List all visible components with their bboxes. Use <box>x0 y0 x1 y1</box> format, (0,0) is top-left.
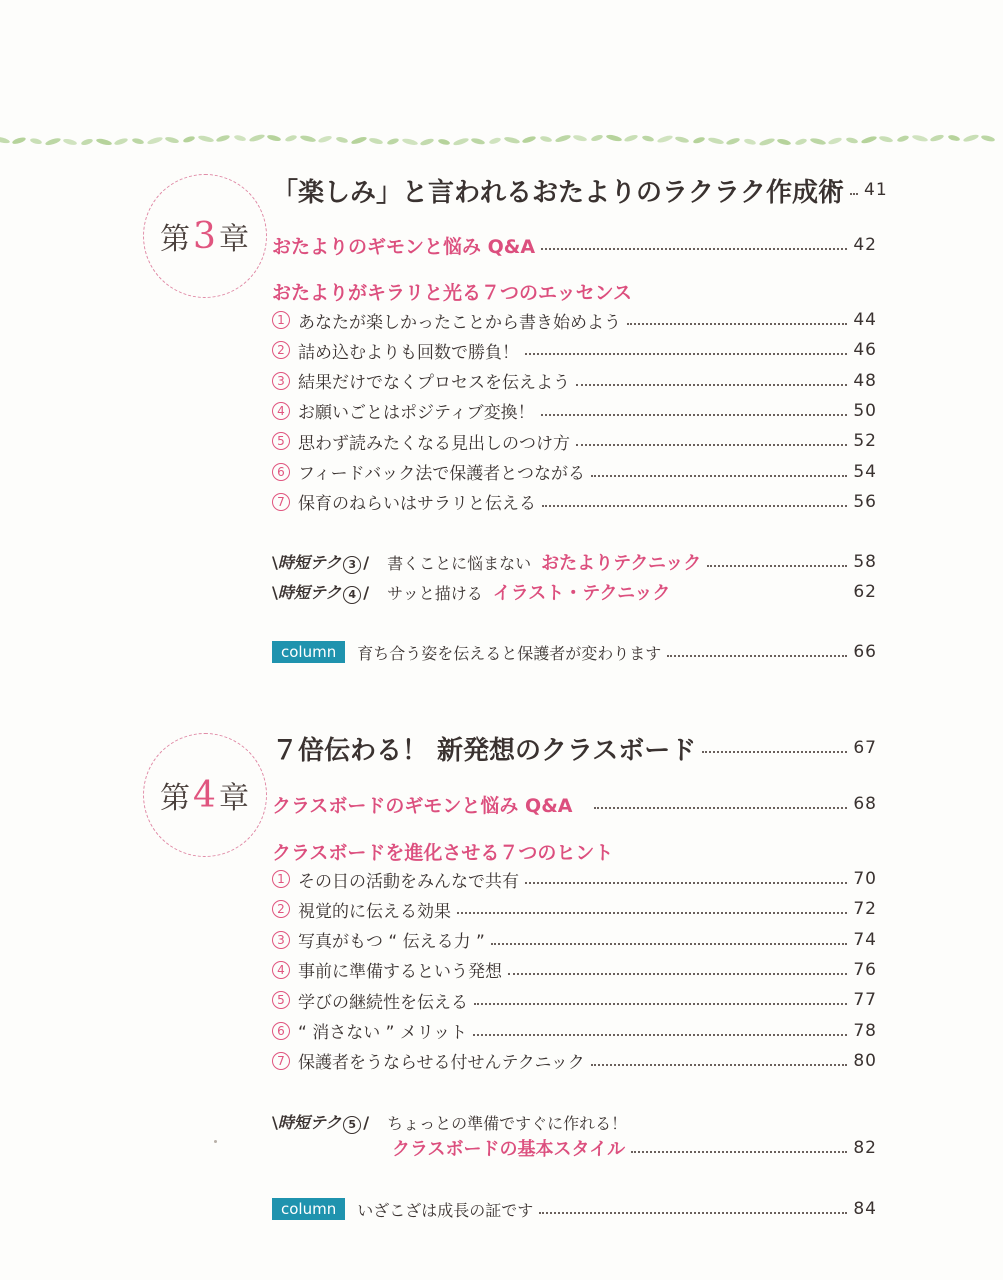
vine-leaf <box>795 138 808 146</box>
chapter-4-title-row[interactable] <box>272 730 877 766</box>
page-number: 50 <box>853 400 877 421</box>
item-number-badge: 2 <box>272 900 290 918</box>
toc-item[interactable] <box>272 955 877 985</box>
item-number-badge: 5 <box>272 991 290 1009</box>
vine-leaf <box>912 134 929 143</box>
vine-leaf <box>555 134 572 144</box>
page-number: 78 <box>853 1020 877 1041</box>
vine-leaf <box>0 136 10 145</box>
leader-dots <box>576 384 847 386</box>
column-text: 育ち合う姿を伝えると保護者が変わります <box>357 643 662 663</box>
vine-leaf <box>453 137 470 147</box>
chapter-4-technique-1-title[interactable] <box>392 1133 877 1163</box>
vine-leaf <box>45 137 62 147</box>
leader-dots <box>627 323 847 325</box>
page-number: 42 <box>853 235 877 255</box>
vine-leaf <box>96 138 113 147</box>
chapter-4-section-heading <box>272 836 877 866</box>
page-number: 82 <box>853 1138 877 1158</box>
vine-leaf <box>504 136 521 145</box>
vine-leaf <box>573 134 588 142</box>
chapter-4-badge <box>143 733 267 857</box>
page-number: 66 <box>853 642 877 662</box>
toc-item[interactable] <box>272 1016 877 1046</box>
vine-leaf <box>300 134 317 143</box>
leader-dots <box>576 444 847 446</box>
chapter-title: 「楽しみ」と言われるおたよりのラクラク作成術 <box>272 177 845 208</box>
page-number: 54 <box>853 461 877 482</box>
vine-leaf <box>114 137 129 146</box>
page-number: 68 <box>853 794 877 814</box>
vine-leaf <box>147 136 164 146</box>
toc-item[interactable] <box>272 335 877 365</box>
vine-leaf <box>216 134 231 143</box>
chapter-3-technique-2[interactable] <box>272 577 877 607</box>
page-number: 80 <box>853 1050 877 1071</box>
vine-leaf <box>369 137 384 145</box>
vine-leaf <box>165 136 180 144</box>
vine-leaf <box>318 135 333 144</box>
page-number: 46 <box>853 340 877 361</box>
page-number: 58 <box>853 552 877 572</box>
page-number: 84 <box>853 1199 877 1219</box>
vine-leaf <box>63 138 78 146</box>
vine-leaf <box>30 137 43 145</box>
leader-dots <box>850 193 858 195</box>
vine-leaf <box>387 137 400 145</box>
vine-leaf <box>336 136 349 144</box>
leader-dots <box>473 1034 847 1036</box>
page-number: 77 <box>853 990 877 1011</box>
vine-leaf <box>132 137 145 145</box>
leader-dots <box>457 912 847 914</box>
page-number: 76 <box>853 959 877 980</box>
leader-dots <box>508 973 847 975</box>
item-text: 保育のねらいはサラリと伝える <box>298 494 536 515</box>
chapter-label-suffix: 章 <box>218 222 250 257</box>
vine-leaf <box>675 136 690 144</box>
technique-text: ちょっとの準備ですぐに作れる！ <box>387 1113 628 1133</box>
leader-dots <box>491 943 848 945</box>
item-text: “ 消さない ” メリット <box>298 1023 468 1043</box>
leader-space <box>676 595 847 597</box>
column-text: いざこざは成長の証です <box>357 1200 534 1220</box>
leader-dots <box>542 505 847 507</box>
item-number-badge: 4 <box>272 402 290 420</box>
leader-dots <box>539 1212 847 1214</box>
qa-heading: クラスボードのギモンと悩み Q&A <box>272 794 573 817</box>
vine-leaf <box>351 136 368 146</box>
vine-leaf <box>828 136 843 145</box>
page-number: 56 <box>853 491 877 512</box>
item-number-badge: 7 <box>272 1052 290 1070</box>
section-heading: クラスボードを進化させる７つのヒント <box>272 841 614 864</box>
technique-title: クラスボードの基本スタイル <box>392 1139 626 1160</box>
vine-leaf <box>948 134 961 142</box>
page-number: 41 <box>864 180 888 200</box>
technique-text: 書くことに悩まない <box>387 553 532 573</box>
toc-item[interactable] <box>272 925 877 955</box>
vine-leaf <box>726 137 741 146</box>
leader-dots <box>591 475 847 477</box>
vine-leaf <box>234 134 247 142</box>
vine-leaf <box>897 134 910 142</box>
vine-leaf <box>183 135 196 143</box>
chapter-4-column-row[interactable] <box>272 1194 877 1224</box>
vine-leaf <box>657 134 674 144</box>
leader-dots <box>525 353 847 355</box>
leader-dots <box>474 1003 847 1005</box>
item-number-badge: 1 <box>272 870 290 888</box>
vine-leaf <box>963 133 980 143</box>
item-number-badge: 2 <box>272 341 290 359</box>
page-number: 48 <box>853 370 877 391</box>
chapter-number: 4 <box>193 774 217 816</box>
page-number: 52 <box>853 431 877 452</box>
page-number: 72 <box>853 899 877 920</box>
item-number-badge: 5 <box>272 432 290 450</box>
toc-item[interactable] <box>272 487 877 517</box>
item-text: その日の活動をみんなで共有 <box>298 871 519 892</box>
item-text: 保護者をうならせる付せんテクニック <box>298 1053 585 1074</box>
section-heading: おたよりがキラリと光る７つのエッセンス <box>272 281 633 304</box>
page-number: 74 <box>853 929 877 950</box>
item-text: 学びの継続性を伝える <box>298 992 468 1013</box>
leader-dots <box>667 655 847 657</box>
leader-dots <box>631 1151 847 1153</box>
leader-dots <box>594 807 847 809</box>
technique-title: イラスト・テクニック <box>492 583 671 604</box>
vine-leaf <box>777 138 792 146</box>
vine-leaf <box>810 137 827 146</box>
chapter-3-qa-row[interactable] <box>272 230 877 260</box>
vine-leaf <box>471 137 486 145</box>
toc-item[interactable] <box>272 1046 877 1076</box>
vine-leaf <box>420 137 435 146</box>
chapter-label-prefix: 第 <box>160 222 192 257</box>
vine-leaf <box>12 136 27 145</box>
leader-dots <box>541 414 848 416</box>
vine-leaf <box>759 137 776 147</box>
item-number-badge: 3 <box>272 931 290 949</box>
item-text: 視覚的に伝える効果 <box>298 901 451 922</box>
vine-decoration <box>0 120 1003 160</box>
chapter-title: ７倍伝わる！ 新発想のクラスボード <box>272 735 697 766</box>
toc-item[interactable] <box>272 305 877 335</box>
vine-leaf <box>930 134 945 143</box>
vine-leaf <box>489 137 502 145</box>
vine-leaf <box>591 134 604 142</box>
vine-leaf <box>708 137 725 146</box>
column-badge: column <box>272 1198 345 1220</box>
qa-heading: おたよりのギモンと悩み Q&A <box>272 235 536 258</box>
item-text: お願いごとはポジティブ変換！ <box>298 403 535 424</box>
page-number: 62 <box>853 582 877 602</box>
jitan-tech-label: \時短テク 4 / <box>272 583 370 603</box>
chapter-label-prefix: 第 <box>160 781 192 816</box>
leader-dots <box>702 751 847 753</box>
vine-leaf <box>267 134 282 142</box>
vine-leaf <box>438 138 451 146</box>
page-number: 70 <box>853 869 877 889</box>
chapter-3-technique-1[interactable] <box>272 547 877 577</box>
technique-title: おたよりテクニック <box>541 553 702 574</box>
item-number-badge: 4 <box>272 961 290 979</box>
item-text: 写真がもつ “ 伝える力 ” <box>298 932 485 953</box>
item-text: 事前に準備するという発想 <box>298 962 502 983</box>
vine-leaf <box>642 135 655 143</box>
vine-leaf <box>744 138 757 146</box>
toc-item[interactable] <box>272 426 877 456</box>
chapter-3-section-heading <box>272 276 877 306</box>
vine-leaf <box>981 134 996 142</box>
technique-text: サッと描ける <box>387 583 483 603</box>
toc-item[interactable] <box>272 366 877 396</box>
item-text: 思わず読みたくなる見出しのつけ方 <box>298 433 570 454</box>
leader-dots <box>591 1064 848 1066</box>
vine-leaf <box>693 136 706 144</box>
leader-dots <box>541 248 847 250</box>
toc-item[interactable] <box>272 864 877 894</box>
vine-leaf <box>846 137 859 145</box>
vine-leaf <box>540 135 553 143</box>
chapter-3-column-row[interactable] <box>272 637 877 667</box>
chapter-number: 3 <box>193 215 217 257</box>
toc-item[interactable] <box>272 985 877 1015</box>
page-number: 44 <box>853 310 877 330</box>
vine-leaf <box>522 135 537 144</box>
vine-leaf <box>861 135 878 145</box>
item-number-badge: 6 <box>272 1022 290 1040</box>
item-text: 詰め込むよりも回数で勝負！ <box>298 342 519 363</box>
speck <box>214 1140 217 1143</box>
item-number-badge: 1 <box>272 311 290 329</box>
vine-leaf <box>402 137 419 146</box>
item-text: 結果だけでなくプロセスを伝えよう <box>298 373 570 394</box>
toc-item[interactable] <box>272 457 877 487</box>
toc-item[interactable] <box>272 396 877 426</box>
vine-leaf <box>81 138 94 146</box>
vine-leaf <box>606 134 623 143</box>
leader-dots <box>525 882 847 884</box>
chapter-3-title-row[interactable] <box>272 172 888 208</box>
jitan-tech-label: \時短テク 5 / <box>272 1113 370 1133</box>
item-number-badge: 7 <box>272 493 290 511</box>
vine-leaf <box>624 134 639 143</box>
item-text: あなたが楽しかったことから書き始めよう <box>298 312 621 333</box>
jitan-tech-label: \時短テク 3 / <box>272 553 370 573</box>
toc-item[interactable] <box>272 894 877 924</box>
leader-dots <box>707 565 847 567</box>
vine-leaf <box>198 135 215 144</box>
vine-leaf <box>249 133 266 143</box>
page-number: 67 <box>853 738 877 758</box>
chapter-4-qa-row[interactable] <box>272 789 877 819</box>
vine-leaf <box>879 135 894 143</box>
chapter-label-suffix: 章 <box>218 781 250 816</box>
item-text: フィードバック法で保護者とつながる <box>298 464 585 484</box>
vine-leaf <box>285 134 298 142</box>
item-number-badge: 6 <box>272 463 290 481</box>
item-number-badge: 3 <box>272 372 290 390</box>
column-badge: column <box>272 641 345 663</box>
chapter-3-badge <box>143 174 267 298</box>
